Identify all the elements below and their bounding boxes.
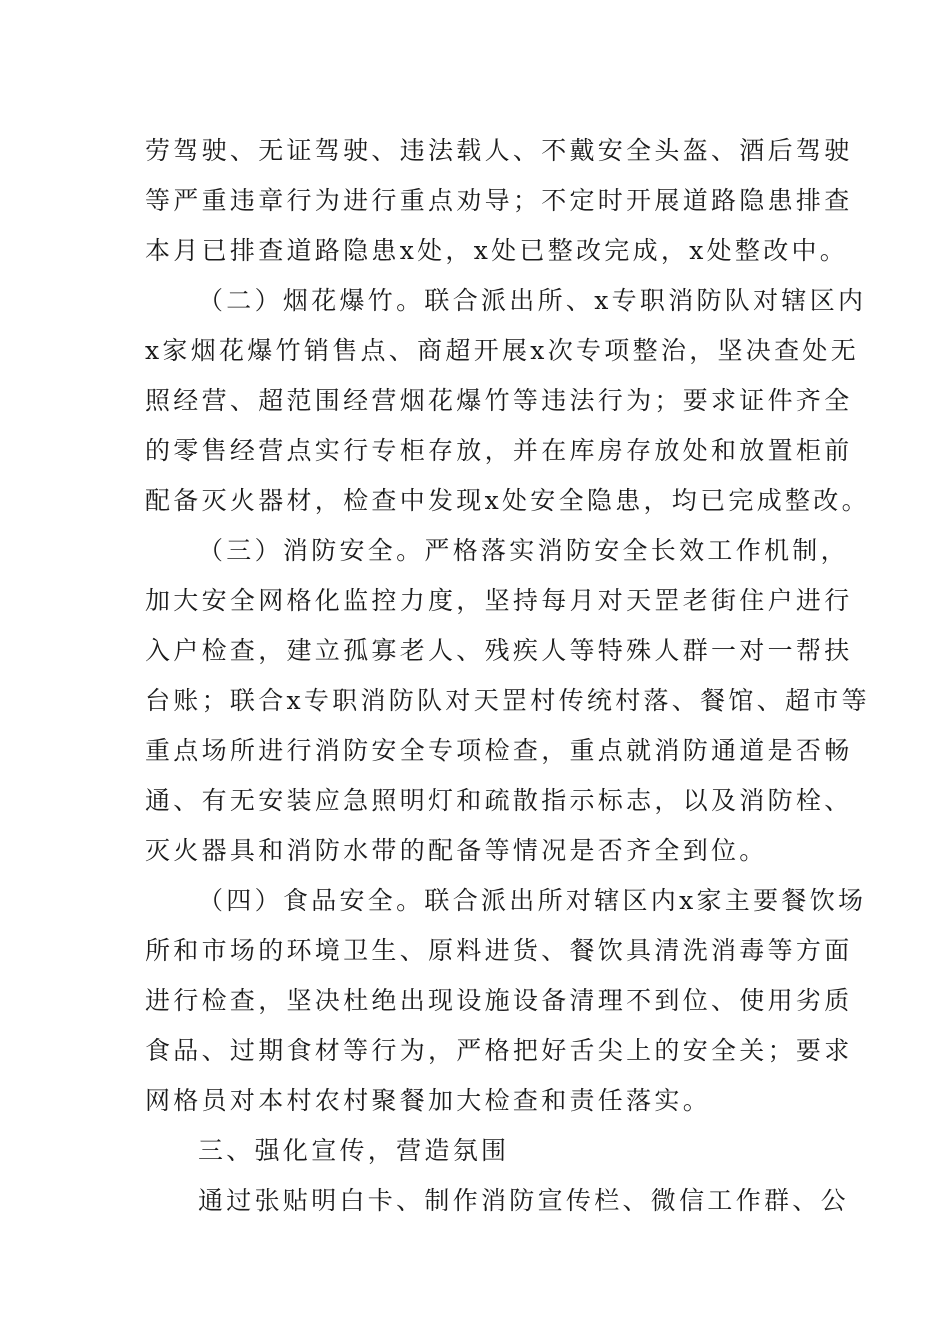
text-line: 重点场所进行消防安全专项检查，重点就消防通道是否畅 — [145, 736, 853, 765]
text-line: 劳驾驶、无证驾驶、违法载人、不戴安全头盔、酒后驾驶 — [145, 136, 853, 165]
section-heading-publicity: 三、强化宣传，营造氛围 — [198, 1136, 510, 1165]
section-heading-fireworks: （二）烟花爆竹。联合派出所、x专职消防队对辖区内 — [198, 286, 867, 315]
section-heading-food-safety: （四）食品安全。联合派出所对辖区内x家主要餐饮场 — [198, 886, 867, 915]
document-body — [145, 126, 870, 1226]
text-line: 入户检查，建立孤寡老人、残疾人等特殊人群一对一帮扶 — [145, 636, 853, 665]
text-line: 食品、过期食材等行为，严格把好舌尖上的安全关；要求 — [145, 1036, 853, 1065]
text-line: x家烟花爆竹销售点、商超开展x次专项整治，坚决查处无 — [145, 336, 860, 365]
text-line: 加大安全网格化监控力度，坚持每月对天罡老街住户进行 — [145, 586, 853, 615]
section-heading-fire-safety: （三）消防安全。严格落实消防安全长效工作机制， — [198, 536, 849, 565]
text-line: 所和市场的环境卫生、原料进货、餐饮具清洗消毒等方面 — [145, 936, 853, 965]
text-line: 进行检查，坚决杜绝出现设施设备清理不到位、使用劣质 — [145, 986, 853, 1015]
text-line: 灭火器具和消防水带的配备等情况是否齐全到位。 — [145, 836, 768, 865]
text-line: 台账；联合x专职消防队对天罡村传统村落、餐馆、超市等 — [145, 686, 870, 715]
text-line: 的零售经营点实行专柜存放，并在库房存放处和放置柜前 — [145, 436, 853, 465]
text-line: 通过张贴明白卡、制作消防宣传栏、微信工作群、公 — [198, 1186, 849, 1215]
text-line: 等严重违章行为进行重点劝导；不定时开展道路隐患排查 — [145, 186, 853, 215]
text-line: 通、有无安装应急照明灯和疏散指示标志，以及消防栓、 — [145, 786, 853, 815]
text-line: 照经营、超范围经营烟花爆竹等违法行为；要求证件齐全 — [145, 386, 853, 415]
text-line: 配备灭火器材，检查中发现x处安全隐患，均已完成整改。 — [145, 486, 870, 515]
text-line: 本月已排查道路隐患x处，x处已整改完成，x处整改中。 — [145, 236, 849, 265]
text-line: 网格员对本村农村聚餐加大检查和责任落实。 — [145, 1086, 712, 1115]
